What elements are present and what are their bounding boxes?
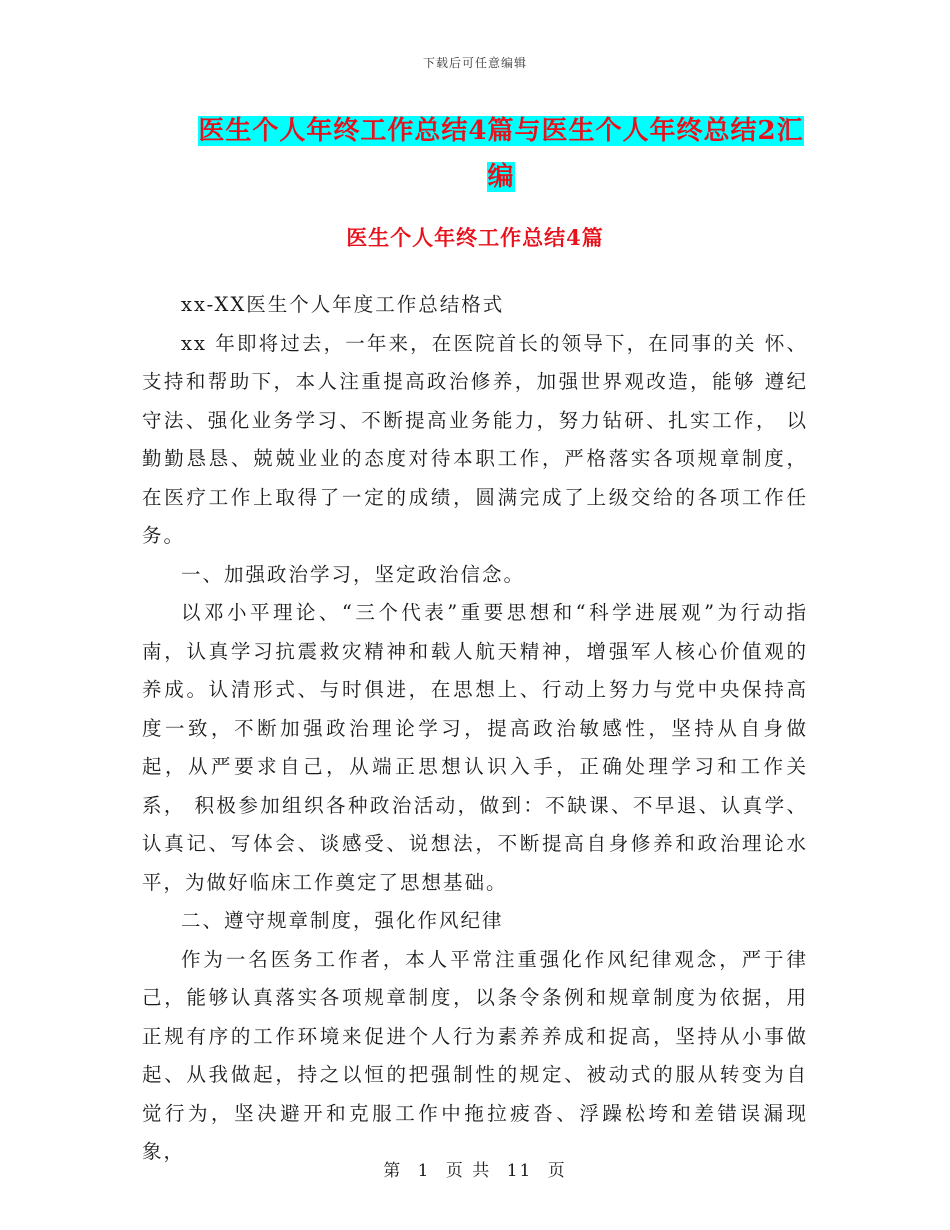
- document-title-text: 医生个人年终工作总结4篇与医生个人年终总结2汇编: [198, 116, 804, 192]
- document-body: [142, 286, 808, 1172]
- paragraph-2: xx 年即将过去，一年来，在医院首长的领导下，在同事的关 怀、支持和帮助下，本人注重提高政治修养，加强世界观改造，能够 遵纪守法、强化业务学习、不断提高业务能力，努力钻研、扎实工作， 以勤勤恳恳、兢兢业业的态度对待本职工作，严格落实各项规章制度，在医疗工作上取得了一定的成绩，圆满完成了上级交给的各项工作任务。: [142, 331, 808, 547]
- footer-suffix: 页: [547, 1161, 567, 1181]
- paragraph-5-heading: 二、遵守规章制度，强化作风纪律: [181, 909, 504, 932]
- page-footer: [0, 1156, 950, 1181]
- paragraph-3-heading: 一、加强政治学习，坚定政治信念。: [181, 562, 526, 586]
- paragraph-6: 作为一名医务工作者，本人平常注重强化作风纪律观念，严于律己，能够认真落实各项规章制度，以条令条例和规章制度为依据，用正规有序的工作环境来促进个人行为素养养成和捉高，坚持从小事做起、从我做起，持之以恒的把强制性的规定、被动式的服从转变为自觉行为，坚决避开和克服工作中拖拉疲沓、浮躁松垮和差错误漏现象，: [142, 947, 808, 1163]
- footer-middle: 页 共: [445, 1161, 492, 1181]
- footer-total-pages: 11: [506, 1161, 533, 1181]
- footer-page-number: 1: [417, 1161, 431, 1181]
- paragraph-4: 以邓小平理论、“三个代表”重要思想和“科学进展观”为行动指南，认真学习抗震救灾精神和载人航天精神，增强军人核心价值观的养成。认清形式、与时俱进，在思想上、行动上努力与党中央保持高度一致，不断加强政治理论学习，提高政治敏感性，坚持从自身做起，从严要求自己，从端正思想认识入手，正确处理学习和工作关系， 积极参加组织各种政治活动，做到：不缺课、不早退、认真学、认真记、写体会、谈感受、说想法，不断提高自身修养和政治理论水平，为做好临床工作奠定了思想基础。: [142, 601, 808, 894]
- paragraph-1: xx-XX医生个人年度工作总结格式: [181, 293, 505, 316]
- footer-prefix: 第: [383, 1161, 403, 1181]
- section-title: 医生个人年终工作总结4篇: [346, 225, 604, 250]
- header-note: 下载后可任意编辑: [422, 56, 527, 70]
- document-title: [195, 108, 807, 200]
